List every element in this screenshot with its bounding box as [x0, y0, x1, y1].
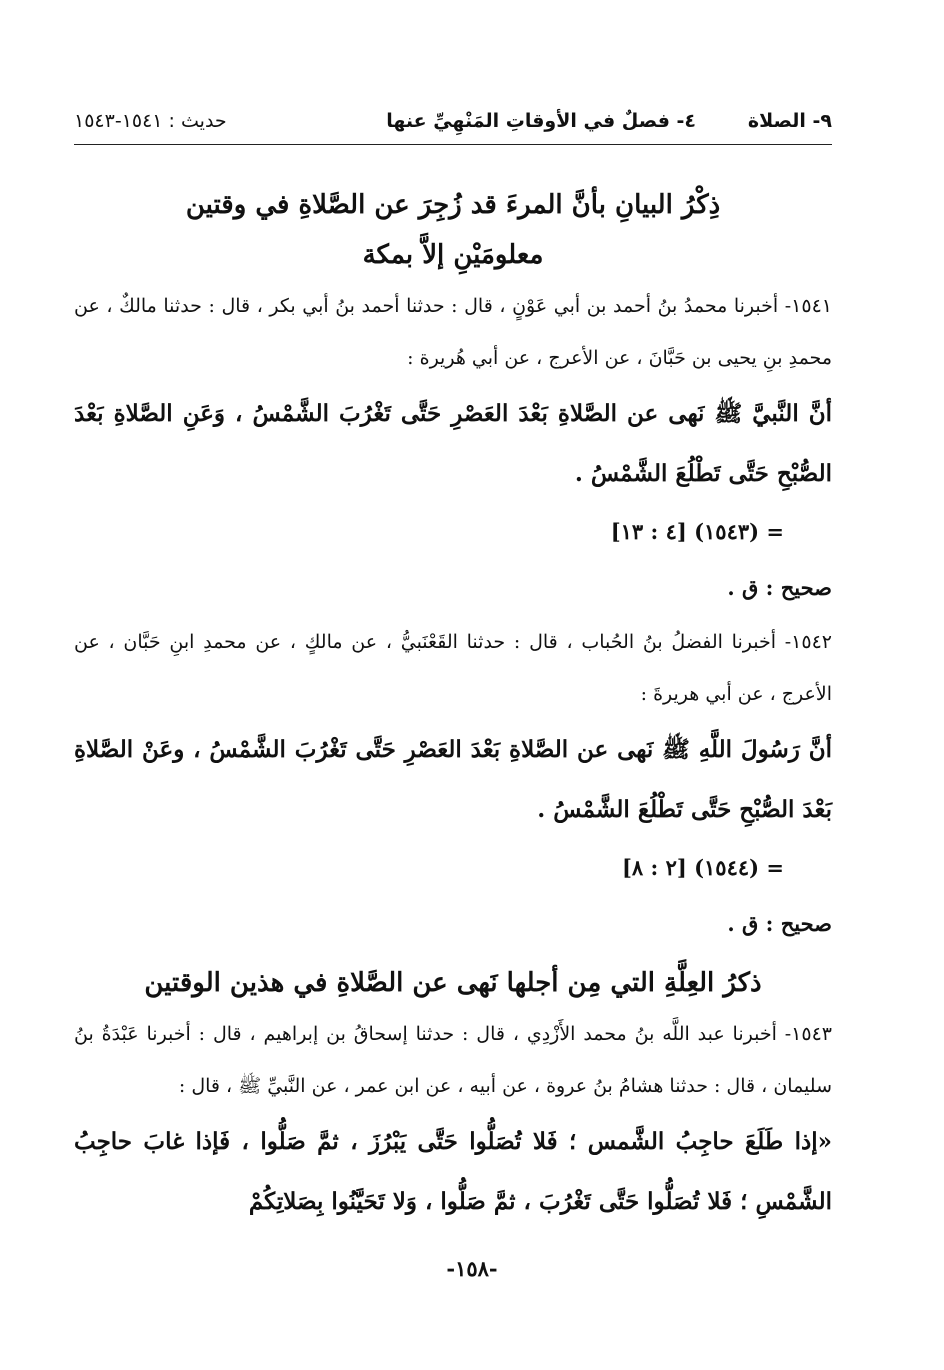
section-heading-1 — [74, 180, 832, 280]
page-body — [74, 180, 832, 1232]
section-heading-1-line-1: ذِكْرُ البيانِ بأنَّ المرءَ قد زُجِرَ عن الصَّلاةِ في وقتين — [185, 190, 721, 220]
hadith-isnad: ١٥٤٣- أخبرنا عبد اللَّه بنُ محمد الأَزْدِي ، قال : حدثنا إسحاقُ بن إبراهيم ، قال : أخبرنا عَبْدَةُ بنُ سليمان ، قال : حدثنا هشامُ بنُ عروة ، عن أبيه ، عن ابن عمر ، عن النَّبيِّ ﷺ ، قال : — [74, 1023, 832, 1097]
header-divider — [74, 144, 832, 145]
header-chapter-title: ٤- فصلٌ في الأوقاتِ المَنْهِيِّ عنها — [386, 110, 696, 132]
header-book-title: ٩- الصلاة — [747, 110, 832, 132]
hadith-matn: «إذا طَلَعَ حاجِبُ الشَّمس ؛ فَلا تُصَلُّوا حَتَّى يَبْرُزَ ، ثمَّ صَلُّوا ، فَإذا غابَ حاجِبُ الشَّمْسِ ؛ فَلا تُصَلُّوا حَتَّى تَغْرُبَ ، ثمَّ صَلُّوا ، وَلا تَحَيَّنُوا بِصَلاتِكُمْ — [74, 1128, 832, 1215]
hadith-isnad: ١٥٤١- أخبرنا محمدُ بنُ أحمد بن أبي عَوْنٍ ، قال : حدثنا أحمد بنُ أبي بكر ، قال : حدثنا مالكٌ ، عن محمدِ بنِ يحيى بن حَبَّانَ ، عن الأعرج ، عن أبي هُريرة : — [74, 295, 832, 369]
header-hadith-range: حديث : ١٥٤١-١٥٤٣ — [74, 110, 227, 132]
hadith-cross-reference: = (١٥٤٤) [٢ : ٨] — [621, 855, 784, 880]
hadith-grade: صحيح : ق . — [727, 575, 832, 600]
page-number: -١٥٨- — [446, 1256, 498, 1281]
hadith-1543 — [74, 1008, 832, 1232]
section-heading-1-line-2: معلومَيْنِ إلاَّ بمكة — [362, 240, 544, 270]
hadith-grade: صحيح : ق . — [727, 911, 832, 936]
hadith-matn: أنَّ النَّبيَّ ﷺ نَهى عن الصَّلاةِ بَعْدَ العَصْرِ حَتَّى تَغْرُبَ الشَّمْسُ ، وَعَنِ الصَّلاةِ بَعْدَ الصُّبْحِ حَتَّى تَطْلُعَ الشَّمْسُ . — [74, 400, 832, 487]
running-header — [74, 106, 832, 136]
section-heading-2: ذكرُ العِلَّةِ التي مِن أجلها نَهى عن الصَّلاةِ في هذين الوقتين — [144, 968, 762, 998]
hadith-matn: أنَّ رَسُولَ اللَّهِ ﷺ نَهى عن الصَّلاةِ بَعْدَ العَصْرِ حَتَّى تَغْرُبَ الشَّمْسُ ، وعَنْ الصَّلاةِ بَعْدَ الصُّبْحِ حَتَّى تَطْلُعَ الشَّمْسُ . — [74, 736, 832, 823]
hadith-isnad: ١٥٤٢- أخبرنا الفضلُ بنُ الحُباب ، قال : حدثنا القَعْنَبيُّ ، عن مالكٍ ، عن محمدِ ابنِ حَبَّان ، عن الأعرج ، عن أبي هريرةَ : — [74, 631, 832, 705]
hadith-cross-reference: = (١٥٤٣) [٤ : ١٣] — [610, 519, 784, 544]
hadith-1541 — [74, 280, 832, 616]
hadith-1542 — [74, 616, 832, 952]
